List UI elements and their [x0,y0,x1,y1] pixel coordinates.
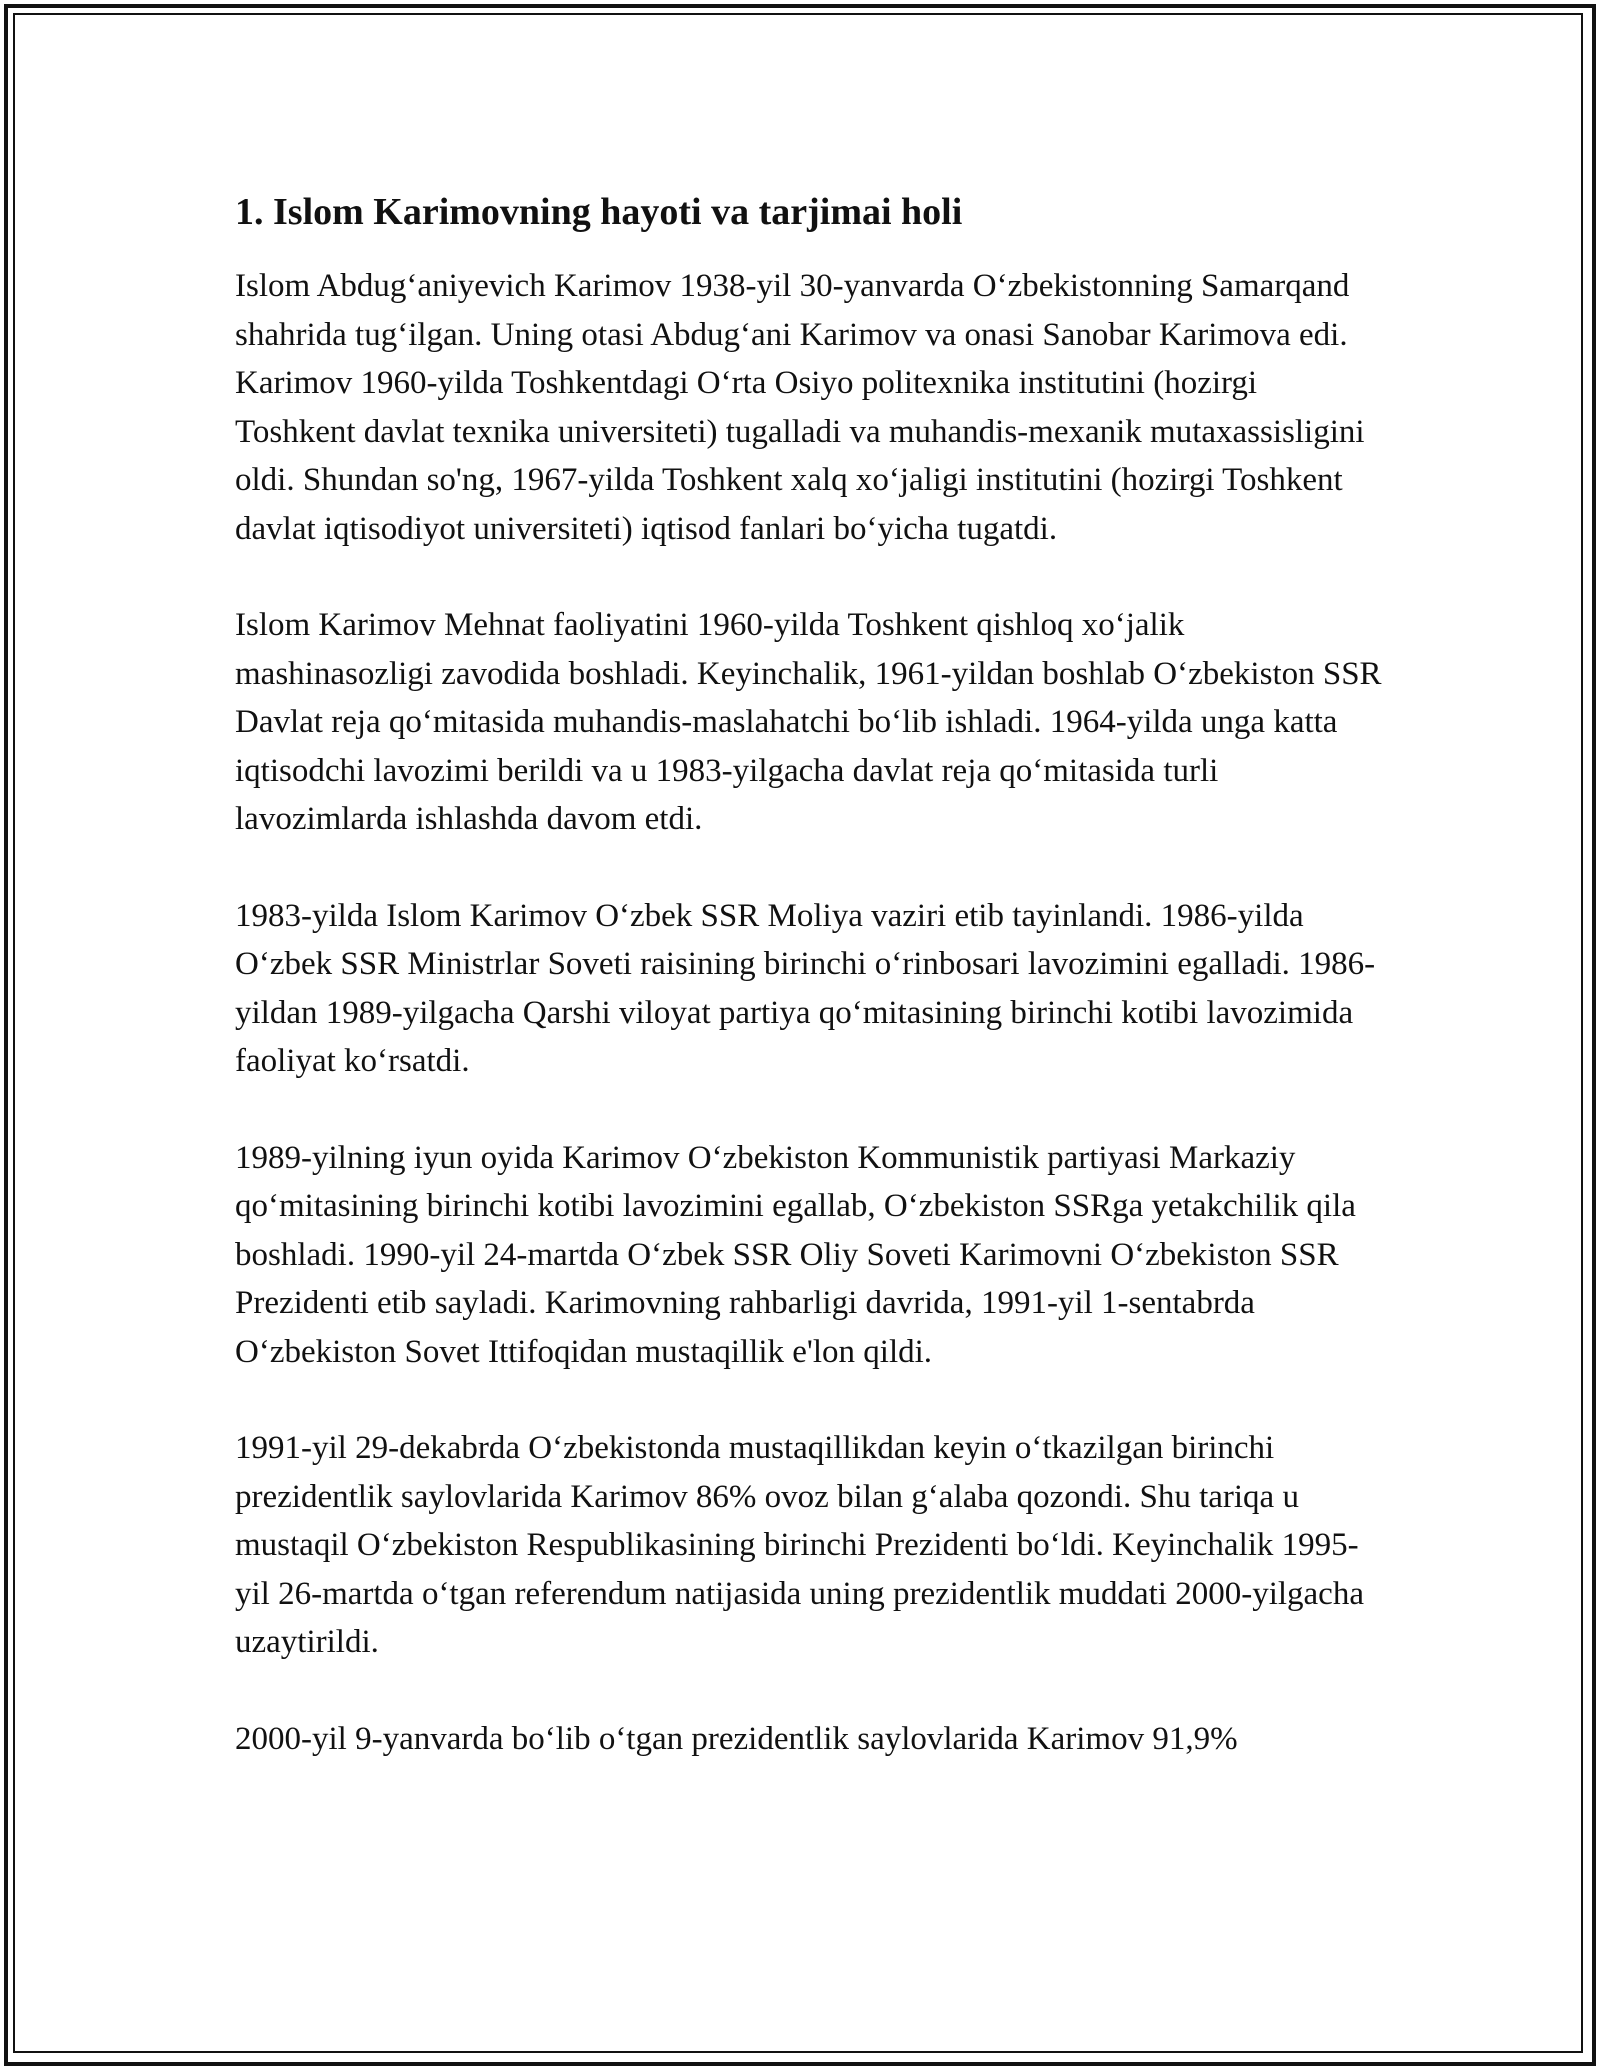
section-heading: 1. Islom Karimovning hayoti va tarjimai holi [235,191,963,233]
paragraph-early-life: Islom Abdugʻaniyevich Karimov 1938-yil 30-yanvarda Oʻzbekistonning Samarqand shahrida tugʻilgan. Uning otasi Abdugʻani Karimov va onasi Sanobar Karimova edi. Karimov 1960-yilda Toshkentdagi Oʻrta Osiyo politexnika institutini (hozirgi Toshkent davlat texnika universiteti) tugalladi va muhandis-mexanik mutaxassisligini oldi. Shundan so'ng, 1967-yilda Toshkent xalq xoʻjaligi institutini (hozirgi Toshkent davlat iqtisodiyot universiteti) iqtisod fanlari boʻyicha tugatdi. [235,268,1365,547]
paragraph-party-leader: 1989-yilning iyun oyida Karimov Oʻzbekiston Kommunistik partiyasi Markaziy qoʻmitasining birinchi kotibi lavozimini egallab, Oʻzbekiston SSRga yetakchilik qila boshladi. 1990-yil 24-martda Oʻzbek SSR Oliy Soveti Karimovni Oʻzbekiston SSR Prezidenti etib sayladi. Karimovning rahbarligi davrida, 1991-yil 1-sentabrda Oʻzbekiston Sovet Ittifoqidan mustaqillik e'lon qildi. [235,1139,1356,1370]
paragraph-finance-minister: 1983-yilda Islom Karimov Oʻzbek SSR Moliya vaziri etib tayinlandi. 1986-yilda Oʻzbek SSR Ministrlar Soveti raisining birinchi oʻrinbosari lavozimini egalladi. 1986-yildan 1989-yilgacha Qarshi viloyat partiya qoʻmitasining birinchi kotibi lavozimida faoliyat koʻrsatdi. [235,897,1376,1079]
document-content [235,188,1385,1811]
paragraph-first-election: 1991-yil 29-dekabrda Oʻzbekistonda mustaqillikdan keyin oʻtkazilgan birinchi prezidentlik saylovlarida Karimov 86% ovoz bilan gʻalaba qozondi. Shu tariqa u mustaqil Oʻzbekiston Respublikasining birinchi Prezidenti boʻldi. Keyinchalik 1995-yil 26-martda oʻtgan referendum natijasida uning prezidentlik muddati 2000-yilgacha uzaytirildi. [235,1430,1364,1660]
paragraph-career-start: Islom Karimov Mehnat faoliyatini 1960-yilda Toshkent qishloq xoʻjalik mashinasozligi zavodida boshladi. Keyinchalik, 1961-yildan boshlab Oʻzbekiston SSR Davlat reja qoʻmitasida muhandis-maslahatchi boʻlib ishladi. 1964-yilda unga katta iqtisodchi lavozimi berildi va u 1983-yilgacha davlat reja qoʻmitasida turli lavozimlarda ishlashda davom etdi. [235,607,1382,837]
paragraph-2000-election: 2000-yil 9-yanvarda boʻlib oʻtgan prezidentlik saylovlarida Karimov 91,9% [235,1720,1238,1757]
